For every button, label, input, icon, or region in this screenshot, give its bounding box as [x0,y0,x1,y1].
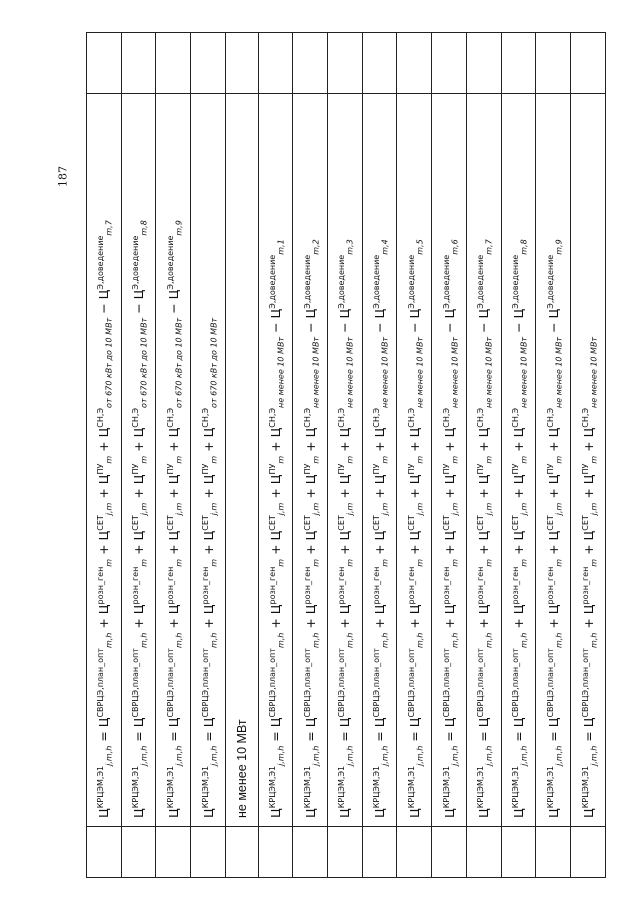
empty-cell [397,33,432,94]
empty-cell [466,827,501,878]
lhs-term: $Ц^{КРЦЭМ,Э1}_{j,m,h}$ [510,745,529,818]
set-term: $Ц^{СЕТ}_{j,m}$ [406,502,425,541]
empty-cell [571,827,606,878]
svrc-term: $Ц^{СВРЦЭ,план\_опт}_{m,h}$ [337,632,355,728]
snz-term: $Ц^{СН,Э}_{не менее 10 МВт}$ [337,336,355,438]
empty-cell [191,33,226,94]
empty-cell [327,33,362,94]
empty-cell [87,33,122,94]
set-term: $Ц^{СЕТ}_{j,m}$ [267,502,286,541]
set-term: $Ц^{СЕТ}_{j,m}$ [371,502,390,541]
formula-cell: $Ц^{КРЦЭМ,Э1}_{j,m,h} = Ц^{СВРЦЭ,план\_опт}_{m,h} + Ц^{розн\_ген}_m + Ц^{СЕТ}_{j,m} + Ц^{ПУ}_m + Ц^{СН,Э}_{не менее 10 МВт} - Ц^{Э,доведение}_{m,4}$ [362,94,397,827]
set-term: $Ц^{СЕТ}_{j,m}$ [510,502,529,541]
snz-term: $Ц^{СН,Э}_{не менее 10 МВт}$ [476,336,494,438]
snz-term: $Ц^{СН,Э}_{не менее 10 МВт}$ [302,336,321,438]
lhs-term: $Ц^{КРЦЭМ,Э1}_{j,m,h}$ [96,745,114,818]
empty-cell [501,33,536,94]
table-row [87,33,122,878]
pu-term: $Ц^{ПУ}_m$ [545,455,564,485]
empty-cell [258,33,293,94]
lhs-term: $Ц^{КРЦЭМ,Э1}_{j,m,h}$ [267,745,286,818]
svrc-term: $Ц^{СВРЦЭ,план\_опт}_{m,h}$ [545,632,564,728]
table-row [466,33,501,878]
set-term: $Ц^{СЕТ}_{j,m}$ [476,502,494,541]
snz-term: $Ц^{СН,Э}_{от 670 кВт до 10 МВт}$ [96,317,114,438]
empty-cell [536,827,571,878]
pu-term: $Ц^{ПУ}_m$ [130,455,149,485]
empty-cell [87,827,122,878]
formula-cell: $Ц^{КРЦЭМ,Э1}_{j,m,h} = Ц^{СВРЦЭ,план\_опт}_{m,h} + Ц^{розн\_ген}_m + Ц^{СЕТ}_{j,m} + Ц^{ПУ}_m + Ц^{СН,Э}_{от 670 кВт до 10 МВт}$ [191,94,226,827]
pu-term: $Ц^{ПУ}_m$ [165,455,184,485]
formula-cell: $Ц^{КРЦЭМ,Э1}_{j,m,h} = Ц^{СВРЦЭ,план\_опт}_{m,h} + Ц^{розн\_ген}_m + Ц^{СЕТ}_{j,m} + Ц^{ПУ}_m + Ц^{СН,Э}_{не менее 10 МВт} - Ц^{Э,доведение}_{m,2}$ [293,94,328,827]
rozn-gen-term: $Ц^{розн\_ген}_m$ [406,558,425,615]
empty-cell [156,33,191,94]
empty-cell [397,827,432,878]
table-row [536,33,571,878]
empty-cell [362,827,397,878]
table-row [191,33,226,878]
formula-cell: $Ц^{КРЦЭМ,Э1}_{j,m,h} = Ц^{СВРЦЭ,план\_опт}_{m,h} + Ц^{розн\_ген}_m + Ц^{СЕТ}_{j,m} + Ц^{ПУ}_m + Ц^{СН,Э}_{не менее 10 МВт} - Ц^{Э,доведение}_{m,6}$ [432,94,467,827]
empty-cell [293,33,328,94]
lhs-term: $Ц^{КРЦЭМ,Э1}_{j,m,h}$ [580,745,599,818]
rotated-formula-table [86,32,606,878]
table-row [121,33,156,878]
pu-term: $Ц^{ПУ}_m$ [267,455,286,485]
empty-cell [121,827,156,878]
snz-term: $Ц^{СН,Э}_{не менее 10 МВт}$ [406,336,425,438]
table-row [156,33,191,878]
table-row [327,33,362,878]
svrc-term: $Ц^{СВРЦЭ,план\_опт}_{m,h}$ [165,632,184,728]
formula-table [86,32,606,878]
formula-cell: $Ц^{КРЦЭМ,Э1}_{j,m,h} = Ц^{СВРЦЭ,план\_опт}_{m,h} + Ц^{розн\_ген}_m + Ц^{СЕТ}_{j,m} + Ц^{ПУ}_m + Ц^{СН,Э}_{не менее 10 МВт}$ [571,94,606,827]
svrc-term: $Ц^{СВРЦЭ,план\_опт}_{m,h}$ [476,632,494,728]
rozn-gen-term: $Ц^{розн\_ген}_m$ [441,558,460,615]
set-term: $Ц^{СЕТ}_{j,m}$ [96,502,114,541]
table-row [362,33,397,878]
snz-term: $Ц^{СН,Э}_{от 670 кВт до 10 МВт}$ [200,317,219,438]
empty-cell [432,33,467,94]
lhs-term: $Ц^{КРЦЭМ,Э1}_{j,m,h}$ [371,745,390,818]
dovedenie-term: $Ц^{Э,доведение}_{m,8}$ [130,220,149,300]
formula-cell: $Ц^{КРЦЭМ,Э1}_{j,m,h} = Ц^{СВРЦЭ,план\_опт}_{m,h} + Ц^{розн\_ген}_m + Ц^{СЕТ}_{j,m} + Ц^{ПУ}_m + Ц^{СН,Э}_{от 670 кВт до 10 МВт} - Ц^{Э,доведение}_{m,8}$ [121,94,156,827]
svrc-term: $Ц^{СВРЦЭ,план\_опт}_{m,h}$ [200,632,219,728]
svrc-term: $Ц^{СВРЦЭ,план\_опт}_{m,h}$ [510,632,529,728]
rozn-gen-term: $Ц^{розн\_ген}_m$ [510,558,529,615]
set-term: $Ц^{СЕТ}_{j,m}$ [130,502,149,541]
pu-term: $Ц^{ПУ}_m$ [96,455,114,485]
snz-term: $Ц^{СН,Э}_{не менее 10 МВт}$ [371,336,390,438]
formula-cell: $Ц^{КРЦЭМ,Э1}_{j,m,h} = Ц^{СВРЦЭ,план\_опт}_{m,h} + Ц^{розн\_ген}_m + Ц^{СЕТ}_{j,m} + Ц^{ПУ}_m + Ц^{СН,Э}_{не менее 10 МВт} - Ц^{Э,доведение}_{m,7}$ [466,94,501,827]
dovedenie-term: $Ц^{Э,доведение}_{m,8}$ [510,239,529,319]
empty-cell [432,827,467,878]
pu-term: $Ц^{ПУ}_m$ [406,455,425,485]
svrc-term: $Ц^{СВРЦЭ,план\_опт}_{m,h}$ [406,632,425,728]
svrc-term: $Ц^{СВРЦЭ,план\_опт}_{m,h}$ [130,632,149,728]
set-term: $Ц^{СЕТ}_{j,m}$ [200,502,219,541]
table-row [432,33,467,878]
lhs-term: $Ц^{КРЦЭМ,Э1}_{j,m,h}$ [130,745,149,818]
dovedenie-term: $Ц^{Э,доведение}_{m,6}$ [441,239,460,319]
dovedenie-term: $Ц^{Э,доведение}_{m,2}$ [302,239,321,319]
dovedenie-term: $Ц^{Э,доведение}_{m,9}$ [545,239,564,319]
lhs-term: $Ц^{КРЦЭМ,Э1}_{j,m,h}$ [302,745,321,818]
table-row [258,33,293,878]
snz-term: $Ц^{СН,Э}_{не менее 10 МВт}$ [441,336,460,438]
rozn-gen-term: $Ц^{розн\_ген}_m$ [580,558,599,615]
empty-cell [293,827,328,878]
set-term: $Ц^{СЕТ}_{j,m}$ [441,502,460,541]
formula-cell: $Ц^{КРЦЭМ,Э1}_{j,m,h} = Ц^{СВРЦЭ,план\_опт}_{m,h} + Ц^{розн\_ген}_m + Ц^{СЕТ}_{j,m} + Ц^{ПУ}_m + Ц^{СН,Э}_{от 670 кВт до 10 МВт} - Ц^{Э,доведение}_{m,7}$ [87,94,122,827]
svrc-term: $Ц^{СВРЦЭ,план\_опт}_{m,h}$ [580,632,599,728]
empty-cell [571,33,606,94]
set-term: $Ц^{СЕТ}_{j,m}$ [337,502,355,541]
rozn-gen-term: $Ц^{розн\_ген}_m$ [130,558,149,615]
dovedenie-term: $Ц^{Э,доведение}_{m,1}$ [267,239,286,319]
pu-term: $Ц^{ПУ}_m$ [476,455,494,485]
lhs-term: $Ц^{КРЦЭМ,Э1}_{j,m,h}$ [200,745,219,818]
lhs-term: $Ц^{КРЦЭМ,Э1}_{j,m,h}$ [165,745,184,818]
table-row [293,33,328,878]
pu-term: $Ц^{ПУ}_m$ [302,455,321,485]
snz-term: $Ц^{СН,Э}_{не менее 10 МВт}$ [545,336,564,438]
rozn-gen-term: $Ц^{розн\_ген}_m$ [476,558,494,615]
table-row [571,33,606,878]
dovedenie-term: $Ц^{Э,доведение}_{m,5}$ [406,239,425,319]
section-heading-row [225,33,258,878]
pu-term: $Ц^{ПУ}_m$ [441,455,460,485]
set-term: $Ц^{СЕТ}_{j,m}$ [580,502,599,541]
set-term: $Ц^{СЕТ}_{j,m}$ [545,502,564,541]
rozn-gen-term: $Ц^{розн\_ген}_m$ [267,558,286,615]
snz-term: $Ц^{СН,Э}_{от 670 кВт до 10 МВт}$ [165,317,184,438]
snz-term: $Ц^{СН,Э}_{не менее 10 МВт}$ [580,336,599,438]
set-term: $Ц^{СЕТ}_{j,m}$ [302,502,321,541]
empty-cell [327,827,362,878]
empty-cell [466,33,501,94]
rozn-gen-term: $Ц^{розн\_ген}_m$ [371,558,390,615]
pu-term: $Ц^{ПУ}_m$ [200,455,219,485]
dovedenie-term: $Ц^{Э,доведение}_{m,7}$ [476,239,494,319]
svrc-term: $Ц^{СВРЦЭ,план\_опт}_{m,h}$ [441,632,460,728]
pu-term: $Ц^{ПУ}_m$ [510,455,529,485]
dovedenie-term: $Ц^{Э,доведение}_{m,9}$ [165,220,184,300]
rozn-gen-term: $Ц^{розн\_ген}_m$ [337,558,355,615]
dovedenie-term: $Ц^{Э,доведение}_{m,7}$ [96,220,114,300]
empty-cell [225,33,258,94]
pu-term: $Ц^{ПУ}_m$ [371,455,390,485]
formula-cell: $Ц^{КРЦЭМ,Э1}_{j,m,h} = Ц^{СВРЦЭ,план\_опт}_{m,h} + Ц^{розн\_ген}_m + Ц^{СЕТ}_{j,m} + Ц^{ПУ}_m + Ц^{СН,Э}_{не менее 10 МВт} - Ц^{Э,доведение}_{m,3}$ [327,94,362,827]
set-term: $Ц^{СЕТ}_{j,m}$ [165,502,184,541]
rozn-gen-term: $Ц^{розн\_ген}_m$ [302,558,321,615]
lhs-term: $Ц^{КРЦЭМ,Э1}_{j,m,h}$ [476,745,494,818]
svrc-term: $Ц^{СВРЦЭ,план\_опт}_{m,h}$ [96,632,114,728]
empty-cell [258,827,293,878]
rozn-gen-term: $Ц^{розн\_ген}_m$ [165,558,184,615]
svrc-term: $Ц^{СВРЦЭ,план\_опт}_{m,h}$ [302,632,321,728]
empty-cell [225,827,258,878]
formula-cell: $Ц^{КРЦЭМ,Э1}_{j,m,h} = Ц^{СВРЦЭ,план\_опт}_{m,h} + Ц^{розн\_ген}_m + Ц^{СЕТ}_{j,m} + Ц^{ПУ}_m + Ц^{СН,Э}_{не менее 10 МВт} - Ц^{Э,доведение}_{m,9}$ [536,94,571,827]
lhs-term: $Ц^{КРЦЭМ,Э1}_{j,m,h}$ [545,745,564,818]
pu-term: $Ц^{ПУ}_m$ [337,455,355,485]
formula-cell: $Ц^{КРЦЭМ,Э1}_{j,m,h} = Ц^{СВРЦЭ,план\_опт}_{m,h} + Ц^{розн\_ген}_m + Ц^{СЕТ}_{j,m} + Ц^{ПУ}_m + Ц^{СН,Э}_{от 670 кВт до 10 МВт} - Ц^{Э,доведение}_{m,9}$ [156,94,191,827]
empty-cell [362,33,397,94]
table-row [501,33,536,878]
lhs-term: $Ц^{КРЦЭМ,Э1}_{j,m,h}$ [337,745,355,818]
dovedenie-term: $Ц^{Э,доведение}_{m,4}$ [371,239,390,319]
svrc-term: $Ц^{СВРЦЭ,план\_опт}_{m,h}$ [267,632,286,728]
empty-cell [536,33,571,94]
empty-cell [121,33,156,94]
snz-term: $Ц^{СН,Э}_{не менее 10 МВт}$ [510,336,529,438]
lhs-term: $Ц^{КРЦЭМ,Э1}_{j,m,h}$ [441,745,460,818]
formula-cell: $Ц^{КРЦЭМ,Э1}_{j,m,h} = Ц^{СВРЦЭ,план\_опт}_{m,h} + Ц^{розн\_ген}_m + Ц^{СЕТ}_{j,m} + Ц^{ПУ}_m + Ц^{СН,Э}_{не менее 10 МВт} - Ц^{Э,доведение}_{m,8}$ [501,94,536,827]
rozn-gen-term: $Ц^{розн\_ген}_m$ [545,558,564,615]
dovedenie-term: $Ц^{Э,доведение}_{m,3}$ [337,239,355,319]
section-heading: не менее 10 МВт [225,94,258,827]
snz-term: $Ц^{СН,Э}_{от 670 кВт до 10 МВт}$ [130,317,149,438]
formula-cell: $Ц^{КРЦЭМ,Э1}_{j,m,h} = Ц^{СВРЦЭ,план\_опт}_{m,h} + Ц^{розн\_ген}_m + Ц^{СЕТ}_{j,m} + Ц^{ПУ}_m + Ц^{СН,Э}_{не менее 10 МВт} - Ц^{Э,доведение}_{m,5}$ [397,94,432,827]
pu-term: $Ц^{ПУ}_m$ [580,455,599,485]
formula-cell: $Ц^{КРЦЭМ,Э1}_{j,m,h} = Ц^{СВРЦЭ,план\_опт}_{m,h} + Ц^{розн\_ген}_m + Ц^{СЕТ}_{j,m} + Ц^{ПУ}_m + Ц^{СН,Э}_{не менее 10 МВт} - Ц^{Э,доведение}_{m,1}$ [258,94,293,827]
page-number: 187 [56,166,70,187]
rozn-gen-term: $Ц^{розн\_ген}_m$ [96,558,114,615]
svrc-term: $Ц^{СВРЦЭ,план\_опт}_{m,h}$ [371,632,390,728]
rozn-gen-term: $Ц^{розн\_ген}_m$ [200,558,219,615]
snz-term: $Ц^{СН,Э}_{не менее 10 МВт}$ [267,336,286,438]
table-row [397,33,432,878]
empty-cell [501,827,536,878]
empty-cell [191,827,226,878]
lhs-term: $Ц^{КРЦЭМ,Э1}_{j,m,h}$ [406,745,425,818]
empty-cell [156,827,191,878]
